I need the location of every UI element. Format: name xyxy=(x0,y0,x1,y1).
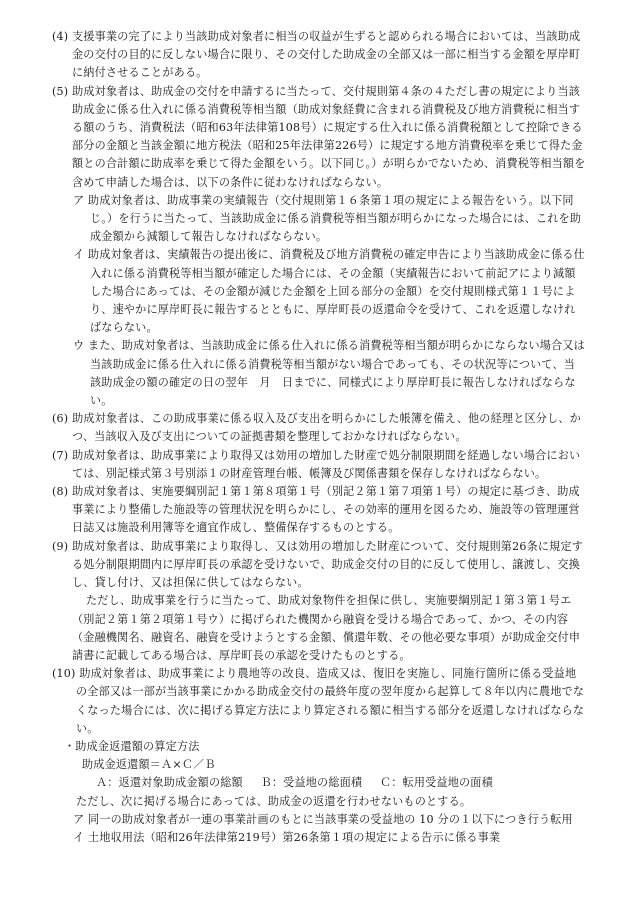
proviso-text: ただし、助成事業を行うに当たって、助成対象物件を担保に供し、実施要綱別記１第３第１号エ（別記２第１第２項第１号ウ）に掲げられた機関から融資を受ける場合であって、かつ、その内容（金融機関名、融資名、融資を受けようとする金額、償還年数、その他必要な事項）が助成金交付申請書に記載してある場合は、厚岸町長の承認を受けたものとする。 xyxy=(72,594,581,662)
clause-label: (6) xyxy=(52,412,69,426)
clause-text: 助成対象者は、助成事業により取得又は効用の増加した財産で処分制限期間を経過しない場合においては、別記様式第３号別添１の財産管理台帳、帳簿及び関係書類を保存しなければならない。 xyxy=(72,448,581,480)
clause-5-i xyxy=(52,246,586,337)
clause-9 xyxy=(52,538,586,593)
clause-label: (5) xyxy=(52,84,69,98)
exception-note: ただし、次に掲げる場合にあっては、助成金の返還を行わせないものとする。 xyxy=(76,794,472,808)
clause-label: (10) xyxy=(52,667,76,681)
clause-text: 助成対象者は、助成金の交付を申請するに当たって、交付規則第４条の４ただし書の規定により当該助成金に係る仕入れに係る消費税等相当額（助成対象経費に含まれる消費税及び地方消費税に相当する額のうち、消費税法（昭和63年法律第108号）に規定する仕入れに係る消費税額として控除できる部分の金額と当該金額に地方税法（昭和25年法律第226号）に規定する地方消費税率を乗じて得た金額との合計額に助成率を乗じて得た金額をいう。以下同じ。）が明らかでないため、消費税等相当額を含めて申請した場合は、以下の条件に従わなければならない。 xyxy=(72,84,586,189)
clause-10 xyxy=(52,665,586,738)
formula-title: ・助成金返還額の算定方法 xyxy=(64,739,200,753)
sub-label: ウ xyxy=(73,339,85,353)
clause-10-a xyxy=(52,811,586,829)
sub-label: イ xyxy=(73,248,85,262)
clause-text: 助成対象者は、助成事業により農地等の改良、造成又は、復旧を実施し、同施行箇所に係る受益地の全部又は一部が当該事業にかかる助成金交付の最終年度の翌年度から起算して８年以内に農地でなくなった場合には、次に掲げる算定方法により算定される額に相当する部分を返還しなければならない。 xyxy=(76,667,585,735)
clause-text: 助成対象者は、助成事業により取得し、又は効用の増加した財産について、交付規則第26条に規定する処分制限期間内に厚岸町長の承認を受けないで、助成金交付の目的に反して使用し、譲渡し、交換し、貸し付け、又は担保に供してはならない。 xyxy=(72,539,584,590)
clause-text: 支援事業の完了により当該助成対象者に相当の収益が生ずると認められる場合においては、当該助成金の交付の目的に反しない場合に限り、その交付した助成金の全部又は一部に相当する金額を厚岸町に納付させることがある。 xyxy=(72,30,581,80)
legend-b: Ｂ：受益地の総面積 xyxy=(260,776,363,790)
clause-5-u xyxy=(52,337,586,410)
formula-legend xyxy=(52,774,586,792)
clause-text: 助成対象者は、実施要綱別記１第１第８項第１号（別記２第１第７項第１号）の規定に基づき、助成事業により整備した施設等の管理状況を明らかにし、その効率的運用を図るため、施設等の管理運営日誌又は施設利用簿等を適宜作成し、整備保存するものとする。 xyxy=(72,485,580,535)
sub-label: ア xyxy=(73,193,85,207)
sub-label: ア xyxy=(73,812,85,826)
clause-9-proviso xyxy=(52,592,586,665)
clause-6 xyxy=(52,410,586,446)
clause-label: (9) xyxy=(52,539,69,553)
clause-label: (4) xyxy=(52,30,69,43)
sub-text: 土地収用法（昭和26年法律第219号）第26条第１項の規定による告示に係る事業 xyxy=(88,830,501,844)
clause-4 xyxy=(52,28,586,83)
legend-c: Ｃ：転用受益地の面積 xyxy=(379,776,493,790)
clause-7 xyxy=(52,447,586,483)
sub-text: 同一の助成対象者が一連の事業計画のもとに当該事業の受益地の 10 分の１以下につき行う転用 xyxy=(88,812,573,826)
sub-label: イ xyxy=(73,830,85,844)
legend-a: Ａ：返還対象助成金額の総額 xyxy=(96,776,243,790)
sub-text: また、助成対象者は、当該助成金に係る仕入れに係る消費税等相当額が明らかにならない場合又は当該助成金に係る仕入れに係る消費税等相当額がない場合であっても、その状況等について、当該助成金の額の確定の日の翌年 月 日までに、同様式により厚岸町長に報告しなければならない。 xyxy=(88,339,585,408)
formula: 助成金返還額＝Ａ×Ｃ／Ｂ xyxy=(82,758,216,772)
clause-label: (8) xyxy=(52,485,69,499)
clause-5 xyxy=(52,83,586,192)
clause-5-a xyxy=(52,192,586,247)
clause-8 xyxy=(52,483,586,538)
clause-label: (7) xyxy=(52,448,69,462)
clause-text: 助成対象者は、この助成事業に係る収入及び支出を明らかにした帳簿を備え、他の経理と区分し、かつ、当該収入及び支出についての証拠書類を整理しておかなければならない。 xyxy=(72,412,581,444)
sub-text: 助成対象者は、実績報告の提出後に、消費税及び地方消費税の確定申告により当該助成金に係る仕入れに係る消費税等相当額が確定した場合には、その金額（実績報告において前記アにより減額した場合にあっては、その金額が減じた金額を上回る部分の金額）を交付規則様式第１１号により、速やかに厚岸町長に報告するとともに、厚岸町長の返還命令を受けて、これを返還しなければならない。 xyxy=(88,248,585,335)
sub-text: 助成対象者は、助成事業の実績報告（交付規則第１６条第１項の規定による報告をいう。以下同じ。）を行うに当たって、当該助成金に係る消費税等相当額が明らかになった場合には、これを助成金額から減額して報告しなければならない。 xyxy=(88,193,582,244)
clause-10-i xyxy=(52,829,586,847)
